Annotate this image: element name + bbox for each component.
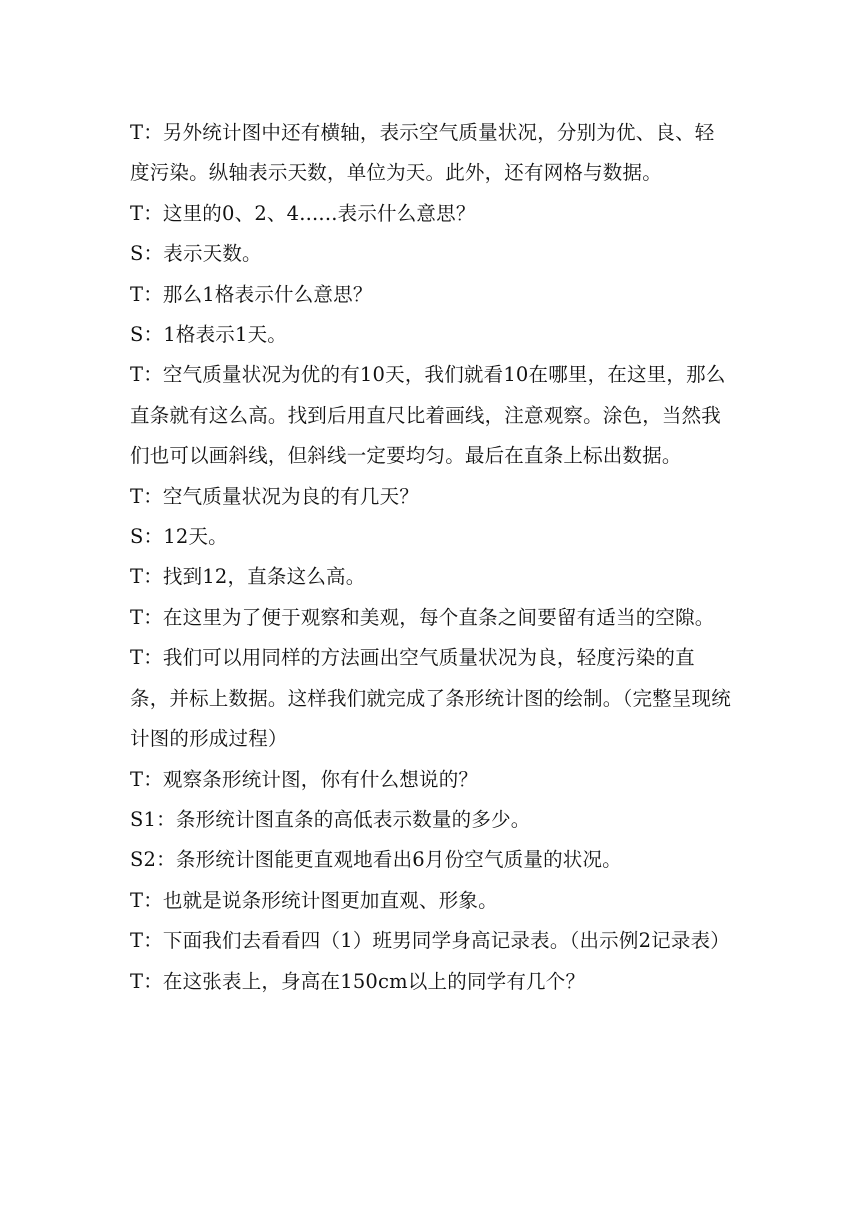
paragraph: T：我们可以用同样的方法画出空气质量状况为良，轻度污染的直条，并标上数据。这样我们就完成了条形统计图的绘制。（完整呈现统计图的形成过程） — [130, 646, 731, 751]
paragraph: S：表示天数。 — [130, 242, 262, 266]
paragraph: T：在这里为了便于观察和美观，每个直条之间要留有适当的空隙。 — [130, 605, 715, 629]
paragraph: T：在这张表上，身高在150cm以上的同学有几个？ — [130, 969, 586, 993]
paragraph: T：下面我们去看看四（1）班男同学身高记录表。（出示例2记录表） — [130, 929, 730, 953]
paragraph: T：这里的0、2、4......表示什么意思？ — [130, 201, 476, 225]
document-body — [130, 113, 734, 1002]
paragraph: S2：条形统计图能更直观地看出6月份空气质量的状况。 — [130, 848, 622, 872]
paragraph: T：找到12，直条这么高。 — [130, 565, 366, 589]
paragraph: T：那么1格表示什么意思？ — [130, 282, 373, 306]
paragraph: S：1格表示1天。 — [130, 323, 287, 347]
paragraph: T：观察条形统计图，你有什么想说的？ — [130, 767, 479, 791]
paragraph: S1：条形统计图直条的高低表示数量的多少。 — [130, 807, 531, 831]
paragraph: T：也就是说条形统计图更加直观、形象。 — [130, 888, 498, 912]
paragraph: T：空气质量状况为良的有几天？ — [130, 484, 420, 508]
paragraph: T：另外统计图中还有横轴，表示空气质量状况，分别为优、良、轻度污染。纵轴表示天数，单位为天。此外，还有网格与数据。 — [130, 121, 715, 185]
paragraph: S：12天。 — [130, 525, 228, 549]
paragraph: T：空气质量状况为优的有10天，我们就看10在哪里，在这里，那么直条就有这么高。找到后用直尺比着画线，注意观察。涂色，当然我们也可以画斜线，但斜线一定要均匀。最后在直条上标出数据。 — [130, 363, 726, 468]
